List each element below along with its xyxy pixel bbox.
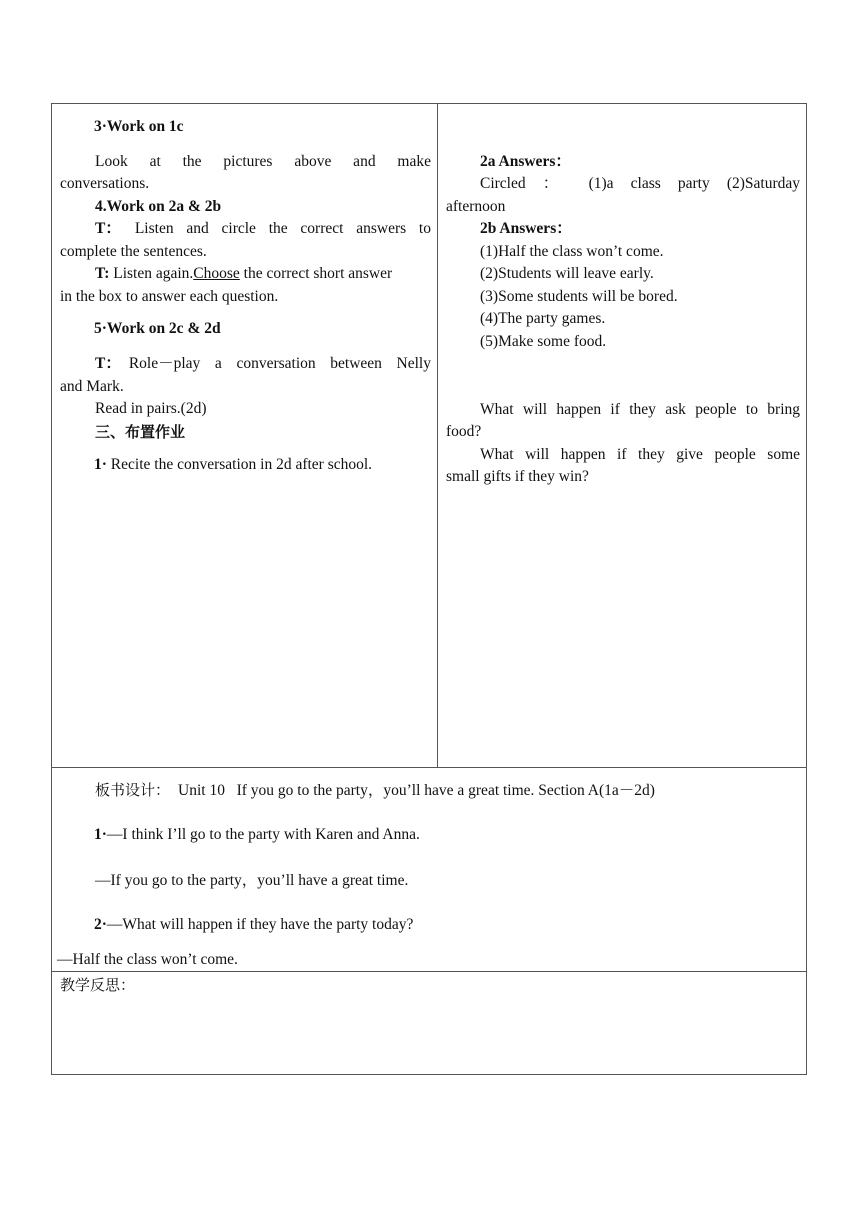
- section-4-instruction-1: [95, 219, 431, 239]
- instruction-text: Role－play a conversation between Nelly: [128, 355, 431, 372]
- table-border-bottom: [51, 1074, 807, 1075]
- board-line-1: [94, 825, 420, 845]
- table-border-right: [806, 103, 807, 1075]
- section-3-text: Look at the pictures above and make: [95, 153, 431, 170]
- section-4-instruction-2: [95, 264, 392, 284]
- section-5-instruction-cont: and Mark.: [60, 378, 124, 395]
- instruction-text: Listen again.: [109, 265, 194, 282]
- board-design-heading: [95, 780, 655, 801]
- instruction-text: the correct short answer: [239, 265, 393, 282]
- row-divider-reflection: [51, 971, 807, 972]
- item-number: 1·: [94, 826, 107, 843]
- question-1-line-1: What will happen if they ask people to bring: [480, 401, 800, 418]
- answers-2b-item: (2)Students will leave early.: [480, 265, 654, 282]
- section-5-read: Read in pairs.(2d): [95, 400, 207, 417]
- item-number: 2·: [94, 916, 107, 933]
- board-design-label: 板书设计：: [95, 781, 171, 799]
- section-3-text-cont: conversations.: [60, 175, 150, 192]
- board-line-3: [94, 915, 413, 935]
- teacher-label: T:: [95, 265, 110, 282]
- question-1-line-2: food?: [446, 423, 482, 440]
- section-4-instruction-1-cont: complete the sentences.: [60, 243, 207, 260]
- section-3-title: 3·Work on 1c: [94, 118, 184, 135]
- question-2-line-2: small gifts if they win?: [446, 468, 589, 485]
- answers-2b-item: (1)Half the class won’t come.: [480, 243, 664, 260]
- board-line-4: —Half the class won’t come.: [57, 951, 238, 968]
- choose-word: Choose: [193, 265, 240, 282]
- answers-2a-line-2: afternoon: [446, 198, 506, 215]
- section-5-instruction: [95, 354, 431, 374]
- answers-2a-line-1: Circled ： (1)a class party (2)Saturday: [480, 175, 800, 192]
- answers-2b-item: (3)Some students will be bored.: [480, 288, 678, 305]
- teaching-reflection-label: 教学反思：: [60, 976, 136, 994]
- teacher-label: T：: [95, 220, 121, 237]
- table-border-left: [51, 103, 52, 1075]
- dialogue-text: —What will happen if they have the party today?: [106, 916, 414, 933]
- row-divider-board: [51, 767, 807, 768]
- dialogue-text: —I think I’ll go to the party with Karen and Anna.: [106, 826, 420, 843]
- homework-item-1: [94, 455, 372, 475]
- section-4-title: 4.Work on 2a & 2b: [95, 198, 222, 215]
- answers-2b-item: (5)Make some food.: [480, 333, 607, 350]
- board-line-2: —If you go to the party，you’ll have a great time.: [95, 872, 409, 889]
- homework-title: 三、布置作业: [95, 423, 186, 441]
- answers-2b-item: (4)The party games.: [480, 310, 606, 327]
- teacher-label: T：: [95, 355, 121, 372]
- item-number: 1·: [94, 456, 107, 473]
- question-2-line-1: What will happen if they give people some: [480, 446, 800, 463]
- instruction-text: Listen and circle the correct answers to: [134, 220, 431, 237]
- board-design-title: Unit 10 If you go to the party，you’ll have a great time. Section A(1a－2d): [178, 782, 655, 799]
- answers-2a-title: 2a Answers：: [480, 153, 571, 170]
- column-divider: [437, 103, 438, 767]
- section-4-instruction-2-cont: in the box to answer each question.: [60, 288, 279, 305]
- section-5-title: 5·Work on 2c & 2d: [94, 320, 221, 337]
- table-border-top: [51, 103, 807, 104]
- item-text: Recite the conversation in 2d after school.: [110, 456, 373, 473]
- answers-2b-title: 2b Answers：: [480, 220, 572, 237]
